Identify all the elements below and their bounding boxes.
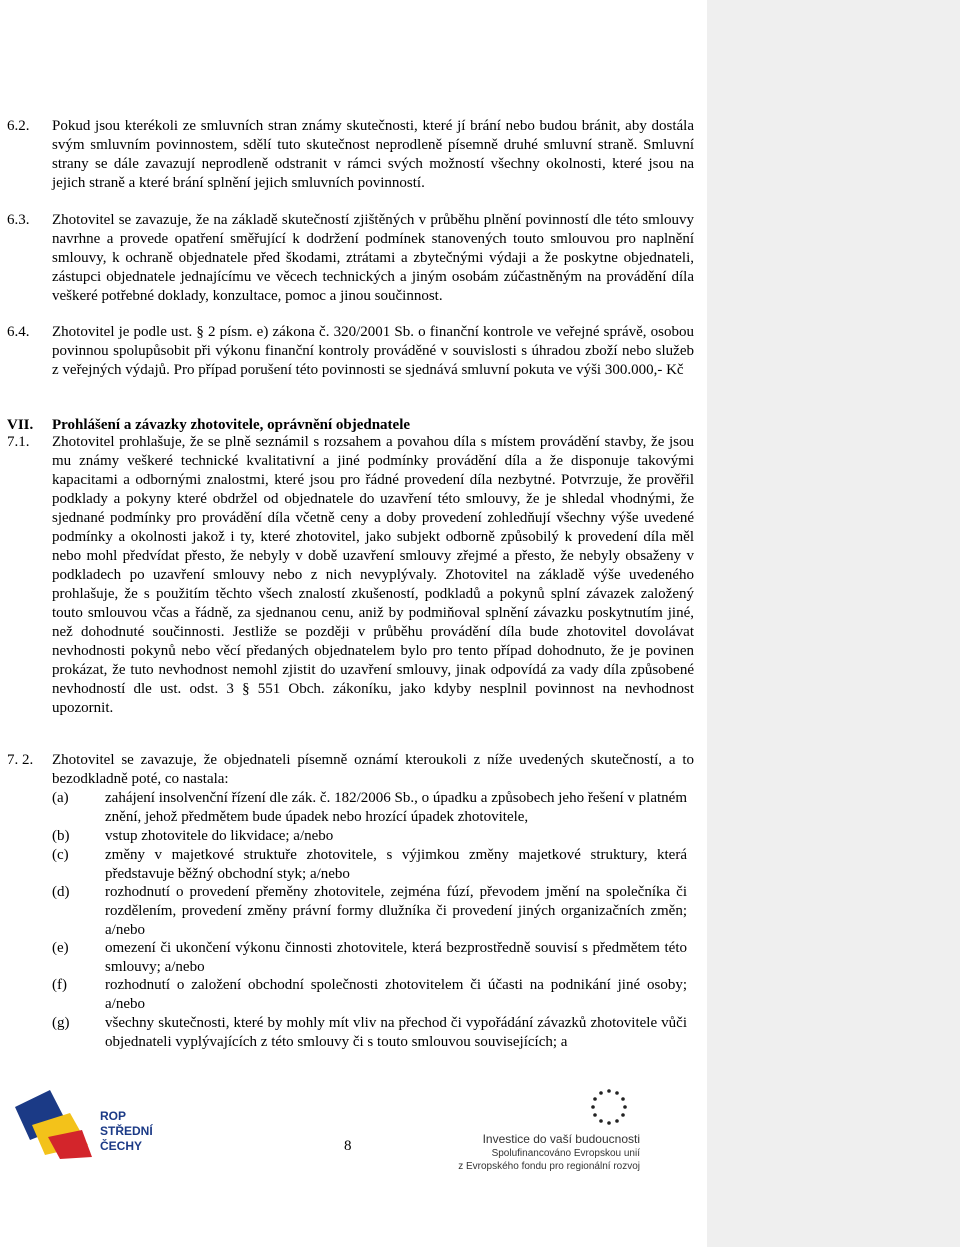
list-item-label: (e) [52, 940, 69, 956]
chapter-title: Prohlášení a závazky zhotovitele, oprávnění objednatele [52, 417, 411, 433]
list-item-text: všechny skutečnosti, které by mohly mít vliv na přechod či vypořádání závazků zhotovitele vůči objednateli vyplývajících z této smlouvy či s touto smlouvou souvisejících; a [105, 1015, 687, 1050]
section-number: 6.3. [7, 212, 30, 228]
list-item-text: změny v majetkové struktuře zhotovitele, s výjimkou změny majetkové struktury, která představuje běžný obchodní styk; a/nebo [105, 847, 687, 882]
rop-logo-line: STŘEDNÍ [100, 1124, 153, 1138]
rop-stredni-cechy-logo [10, 1085, 153, 1160]
eu-slogan: Investice do vaší budoucnosti [482, 1132, 640, 1146]
eu-funding-notice [440, 1131, 640, 1173]
section-text: Pokud jsou kterékoli ze smluvních stran známy skutečnosti, které jí brání nebo budou bránit, aby dostála svým smluvním povinnostem, sdělí tuto skutečnost neprodleně písemně druhé smluvní straně. Smluvní strany se dále zavazují neprodleně odstranit v rámci svých možností všechny okolnosti, které jsou na jejich straně a které brání splnění jejich smluvních povinností. [52, 118, 694, 191]
list-item-text: vstup zhotovitele do likvidace; a/nebo [105, 828, 334, 844]
list-item-label: (g) [52, 1015, 70, 1031]
list-item-text: omezení či ukončení výkonu činnosti zhotovitele, která bezprostředně souvisí s předmětem této smlouvy; a/nebo [105, 940, 687, 975]
rop-logo-text [100, 1109, 153, 1154]
section-text: Zhotovitel je podle ust. § 2 písm. e) zákona č. 320/2001 Sb. o finanční kontrole ve veřejné správě, osobou povinnou spolupůsobit při výkonu finanční kontroly prováděné v souvislosti s úhradou zboží nebo služeb z veřejných výdajů. Pro případ porušení této povinnosti se sjednává smluvní pokuta ve výši 300.000,- Kč [52, 324, 694, 378]
section-text: Zhotovitel se zavazuje, že objednateli písemně oznámí kteroukoli z níže uvedených skutečností, a to bezodkladně poté, co nastala: [52, 752, 694, 787]
section-number: 7. 2. [7, 752, 34, 768]
section-number: 6.4. [7, 324, 30, 340]
chapter-number: VII. [7, 417, 34, 433]
list-item-label: (d) [52, 884, 70, 900]
list-item-text: rozhodnutí o provedení přeměny zhotovitele, zejména fúzí, převodem jmění na společníka či rozdělením, provedení změny právní formy dlužníka či provedení jiných organizačních změn; a/nebo [105, 884, 687, 938]
list-item-label: (b) [52, 828, 70, 844]
eu-cofinanced: Spolufinancováno Evropskou unií [491, 1148, 640, 1159]
section-text: Zhotovitel se zavazuje, že na základě skutečností zjištěných v průběhu plnění povinností dle této smlouvy navrhne a provede opatření směřující k dodržení podmínek stanovených touto smlouvou pro naplnění smlouvy, k ochraně objednatele před škodami, ztrátami a zbytečnými výdaji a že poskytne objednateli, zástupci objednatele jednajícímu ve věcech technických a jiným osobám zúčastněným na provádění díla veškeré potřebné doklady, konzultace, pomoc a jinou součinnost. [52, 212, 694, 304]
section-number: 6.2. [7, 118, 30, 134]
page-number: 8 [344, 1138, 352, 1154]
list-item-label: (a) [52, 790, 69, 806]
page-footer [0, 1085, 707, 1247]
list-item-label: (f) [52, 977, 67, 993]
list-item-label: (c) [52, 847, 69, 863]
eu-fund: z Evropského fondu pro regionální rozvoj [458, 1161, 640, 1172]
list-item-text: rozhodnutí o založení obchodní společnosti zhotovitelem či účasti na podnikání jiné osoby; a/nebo [105, 977, 687, 1012]
eu-stars-icon [584, 1087, 634, 1127]
comment-margin-panel [707, 0, 960, 1247]
list-item-text: zahájení insolvenční řízení dle zák. č. 182/2006 Sb., o úpadku a způsobech jeho řešení v platném znění, jehož předmětem bude úpadek nebo hrozící úpadek zhotovitele, [105, 790, 687, 825]
rop-logo-line: ROP [100, 1109, 127, 1123]
rop-logo-line: ČECHY [100, 1139, 143, 1153]
section-text: Zhotovitel prohlašuje, že se plně seznámil s rozsahem a povahou díla s místem provádění stavby, že jsou mu známy veškeré technické kvalitativní a jiné podmínky provádění díla a že disponuje takovými kapacitami a odbornými znalostmi, které jsou pro řádné provedení díla nezbytné. Potvrzuje, že prověřil podklady a pokyny které obdržel od objednatele do uzavření této smlouvy, že je shledal vhodnými, že sjednané podmínky pro provádění díla včetně ceny a doby provedení zohledňují všechny výše uvedené podmínky a okolnosti jakož i ty, které zhotovitel, jako subjekt odborně způsobilý k provedení díla měl nebo mohl předvídat přesto, že nebyly v době uzavření smlouvy zřejmé a přesto, že nebyly obsaženy v podkladech po uzavření smlouvy nebo z nich nevyplývaly. Zhotovitel na základě výše uvedeného prohlašuje, že s použitím těchto všech znalostí zkušeností, podkladů a pokynů splní závazek založený touto smlouvou včas a řádně, za sjednanou cenu, aniž by podmiňoval splnění závazku poskytnutím jiné, než dohodnuté součinnosti. Jestliže se později v průběhu provádění díla bude zhotovitel dovolávat nevhodnosti pokynů nebo věcí předaných objednatelem bylo pro tento případ dohodnuto, že je povinen prokázat, že tuto nevhodnost nemohl zjistit do uzavření smlouvy, jinak odpovídá za vady díla způsobené nevhodností dle ust. odst. 3 § 551 Obch. zákoníku, jako kdyby nesplnil povinnost na nevhodnost upozornit. [52, 434, 694, 716]
rop-logo-mark-icon [10, 1085, 100, 1160]
section-number: 7.1. [7, 434, 30, 450]
